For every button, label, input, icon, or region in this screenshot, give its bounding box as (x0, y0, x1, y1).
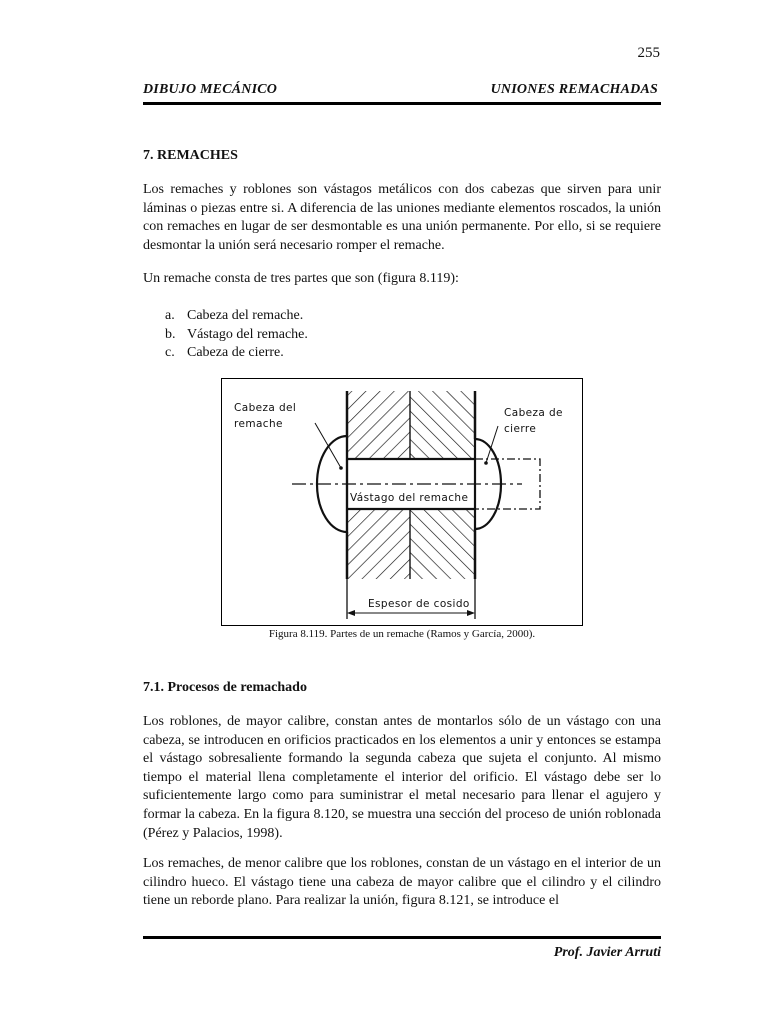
header-chapter-title: UNIONES REMACHADAS (490, 82, 658, 97)
list-item (165, 344, 308, 363)
subsection-heading: 7.1. Procesos de remachado (143, 680, 307, 695)
parts-list (165, 307, 308, 363)
subsection-paragraph-2: Los remaches, de menor calibre que los roblones, constan de un vástago en el interior de un cilindro hueco. El vástago tiene una cabeza de mayor calibre que el cilindro y el cilindro tiene un reborde plano. Para realizar la unión, figura 8.121, se introduce el (143, 856, 661, 909)
list-item-text: Cabeza de cierre. (187, 345, 284, 361)
page-number: 255 (637, 45, 660, 61)
subsection-paragraph-1: Los roblones, de mayor calibre, constan antes de montarlos sólo de un vástago con una cabeza, se introducen en orificios practicados en los elementos a unir y entonces se estampa el vástago sobresaliente formando la segunda cabeza que sujeta el conjunto. Al mismo tiempo el material llena completamente el interior del orificio. El vástago debe ser lo suficientemente largo como para suministrar el metal necesario para llenar el agujero y formar la cabeza. En la figura 8.120, se muestra una sección del proceso de unión roblonada (Pérez y Palacios, 1998). (143, 714, 661, 841)
dimension-arrow-left (347, 610, 355, 616)
label-closing-line1: Cabeza de (504, 407, 563, 419)
label-shank: Vástago del remache (350, 492, 469, 504)
label-head-line1: Cabeza del (234, 402, 297, 414)
list-item (165, 307, 308, 326)
list-item (165, 326, 308, 345)
figure-frame (221, 378, 583, 626)
label-thickness: Espesor de cosido (368, 598, 470, 610)
section-paragraph-1: Los remaches y roblones son vástagos metálicos con dos cabezas que sirven para unir láminas o piezas entre si. A diferencia de las uniones mediante elementos roscados, la unión con remaches en lugar de ser desmontable es una unión permanente. Por ello, si se requiere desmontar la unión será necesario romper el remache. (143, 182, 661, 253)
list-marker: c. (165, 345, 175, 361)
header-book-title: DIBUJO MECÁNICO (143, 82, 278, 97)
footer-rule (143, 936, 661, 939)
label-head-line2: remache (234, 418, 283, 430)
list-marker: a. (165, 308, 175, 323)
section-paragraph-2: Un remache consta de tres partes que son (figura 8.119): (143, 271, 459, 286)
rivet-diagram (222, 379, 582, 625)
section-heading: 7. REMACHES (143, 148, 238, 163)
list-item-text: Cabeza del remache. (187, 308, 304, 323)
list-marker: b. (165, 326, 176, 342)
label-closing-line2: cierre (504, 423, 537, 435)
header-rule (143, 102, 661, 105)
footer-author: Prof. Javier Arruti (553, 945, 661, 960)
list-item-text: Vástago del remache. (187, 326, 308, 342)
figure-caption: Figura 8.119. Partes de un remache (Ramos y García, 2000). (268, 628, 536, 640)
dimension-arrow-right (467, 610, 475, 616)
